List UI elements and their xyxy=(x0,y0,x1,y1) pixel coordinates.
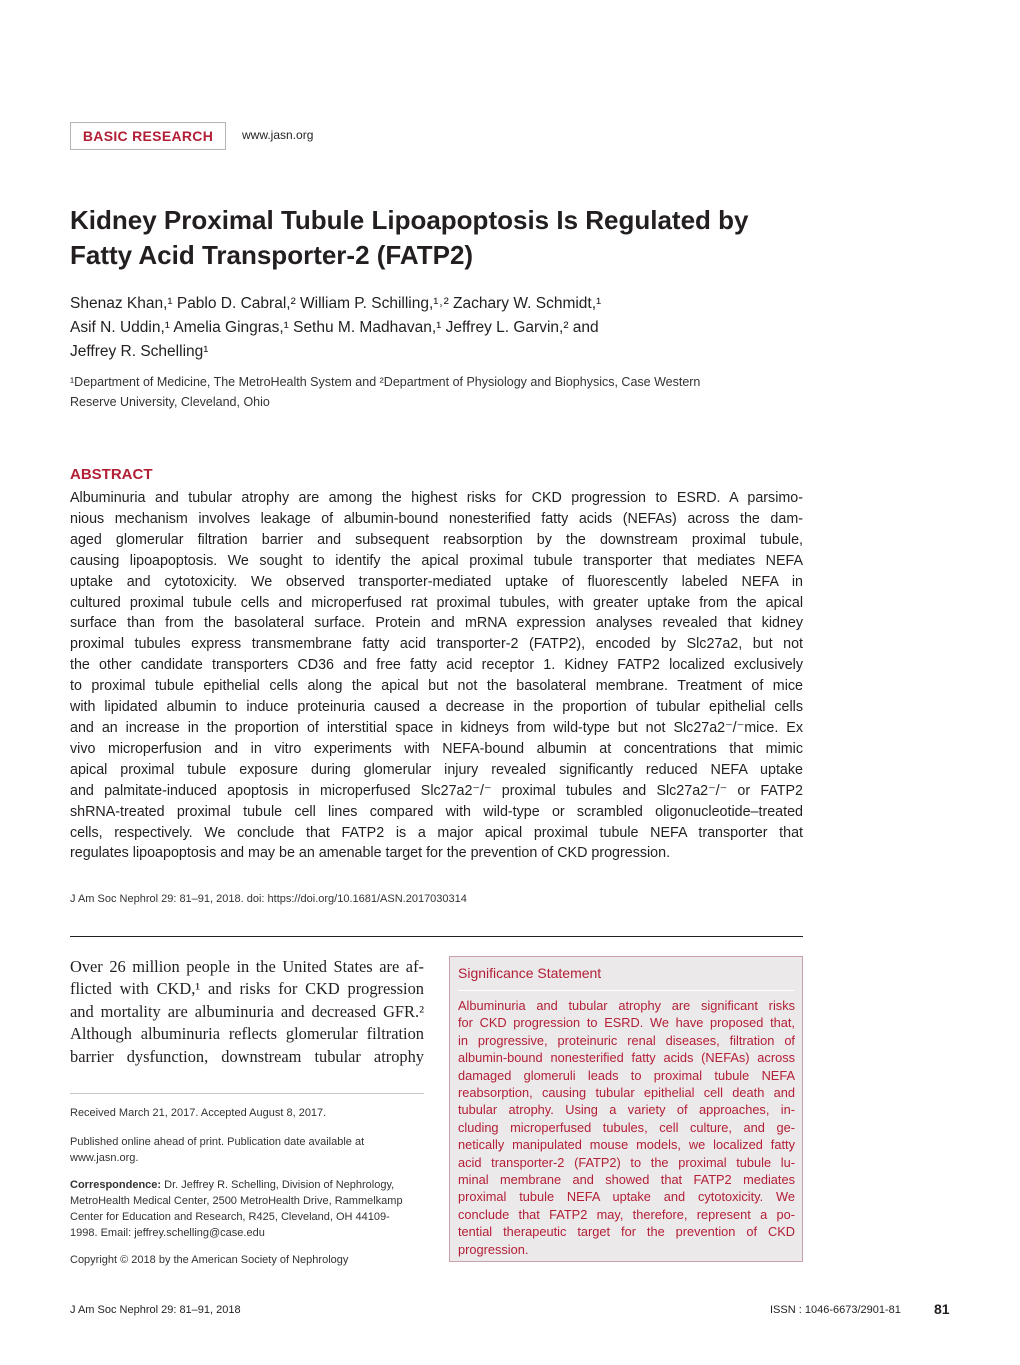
article-title xyxy=(70,203,830,273)
significance-line: for CKD progression to ESRD. We have proposed that, xyxy=(458,1015,795,1031)
footer-issn: ISSN : 1046-6673/2901-81 xyxy=(770,1304,901,1316)
significance-line: minal membrane and showed that FATP2 mediates xyxy=(458,1172,795,1188)
journal-website-link[interactable]: www.jasn.org xyxy=(242,128,314,142)
abstract-body xyxy=(70,488,803,864)
abstract-line: and an increase in the proportion of interstitial space in kidneys from wild-type but not Slc27a2⁻/⁻mice. Ex xyxy=(70,719,803,736)
significance-line: cluding microperfused tubules, cell culture, and ge- xyxy=(458,1119,795,1135)
published-line-2: www.jasn.org. xyxy=(70,1152,139,1164)
title-line-1: Kidney Proximal Tubule Lipoapoptosis Is Regulated by xyxy=(70,205,749,235)
significance-divider xyxy=(458,990,794,991)
section-divider xyxy=(70,936,803,937)
correspondence-label: Correspondence: xyxy=(70,1179,162,1191)
abstract-line: apical proximal tubule exposure during glomerular injury revealed significantly reduced NEFA uptake xyxy=(70,761,803,778)
affiliation-line-2: Reserve University, Cleveland, Ohio xyxy=(70,395,270,409)
abstract-line: to proximal tubule epithelial cells along the apical but not the basolateral membrane. Treatment of mice xyxy=(70,678,803,695)
abstract-line: surface than from the basolateral surface. Protein and mRNA expression analyses revealed that kidney xyxy=(70,615,803,632)
affiliation-line-1: ¹Department of Medicine, The MetroHealth System and ²Department of Physiology and Biophysics, Case Western xyxy=(70,375,701,389)
significance-line: albumin-bound nonesterified fatty acids (NEFAs) across xyxy=(458,1050,795,1066)
citation: J Am Soc Nephrol 29: 81–91, 2018. doi: https://doi.org/10.1681/ASN.2017030314 xyxy=(70,893,467,905)
body-line: and mortality are albuminuria and decreased GFR.² xyxy=(70,1001,424,1021)
title-line-2: Fatty Acid Transporter-2 (FATP2) xyxy=(70,240,474,270)
body-text xyxy=(70,956,424,1068)
significance-line: Albuminuria and tubular atrophy are significant risks xyxy=(458,998,795,1013)
abstract-line: causing lipoapoptosis. We sought to identify the apical proximal tubule transporter that mediates NEFA xyxy=(70,552,803,569)
section-badge: BASIC RESEARCH xyxy=(70,122,226,150)
significance-text xyxy=(458,997,795,1258)
correspondence-line-1 xyxy=(70,1177,424,1193)
abstract-line: cultured proximal tubule cells and microperfused rat proximal tubules, with greater uptake from the apical xyxy=(70,594,803,611)
significance-line: damaged glomeruli leads to proximal tubule NEFA xyxy=(458,1067,795,1083)
significance-line: conclude that FATP2 may, therefore, represent a po- xyxy=(458,1206,795,1222)
correspondence-line-2: MetroHealth Medical Center, 2500 MetroHealth Drive, Rammelkamp xyxy=(70,1195,403,1207)
abstract-line: and palmitate-induced apoptosis in microperfused Slc27a2⁻/⁻ proximal tubules and Slc27a2⁻/⁻ or FATP2 xyxy=(70,782,803,799)
body-line: flicted with CKD,¹ and risks for CKD progression xyxy=(70,979,424,999)
abstract-line: uptake and cytotoxicity. We observed transporter-mediated uptake of fluorescently labeled NEFA in xyxy=(70,573,803,590)
authors-line-2: Asif N. Uddin,¹ Amelia Gingras,¹ Sethu M. Madhavan,¹ Jeffrey L. Garvin,² and xyxy=(70,319,599,336)
copyright: Copyright © 2018 by the American Society of Nephrology xyxy=(70,1254,349,1266)
abstract-line: regulates lipoapoptosis and may be an amenable target for the prevention of CKD progression. xyxy=(70,845,671,862)
abstract-line: aged glomerular filtration barrier and subsequent reabsorption by the downstream proximal tubule, xyxy=(70,531,803,548)
body-line: Although albuminuria reflects glomerular filtration xyxy=(70,1024,424,1044)
significance-line: acid transporter-2 (FATP2) to the proximal tubule lu- xyxy=(458,1154,795,1170)
significance-line: proximal tubule NEFA uptake and cytotoxicity. We xyxy=(458,1189,795,1205)
published-note xyxy=(70,1134,424,1166)
abstract-line: nious mechanism involves leakage of albumin-bound nonesterified fatty acids (NEFAs) across the dam- xyxy=(70,510,803,527)
authors-line-1: Shenaz Khan,¹ Pablo D. Cabral,² William P. Schilling,¹˒² Zachary W. Schmidt,¹ xyxy=(70,295,602,312)
abstract-line: Albuminuria and tubular atrophy are among the highest risks for CKD progression to ESRD. A parsimo- xyxy=(70,490,803,506)
body-line: Over 26 million people in the United States are af- xyxy=(70,957,424,976)
significance-line: tential therapeutic target for the prevention of CKD xyxy=(458,1224,795,1240)
body-line: barrier dysfunction, downstream tubular atrophy xyxy=(70,1046,424,1066)
abstract-line: the other candidate transporters CD36 and free fatty acid receptor 1. Kidney FATP2 localized exclusively xyxy=(70,657,803,674)
abstract-line: vivo microperfusion and in vitro experiments with NEFA-bound albumin at concentrations that mimic xyxy=(70,740,803,757)
abstract-line: shRNA-treated proximal tubule cell lines compared with wild-type or scrambled oligonucleotide–treated xyxy=(70,803,803,820)
significance-line: reabsorption, causing tubular epithelial cell death and xyxy=(458,1085,795,1101)
correspondence-text: Dr. Jeffrey R. Schelling, Division of Nephrology, xyxy=(161,1179,395,1191)
page-number: 81 xyxy=(934,1301,950,1317)
correspondence-line-3: Center for Education and Research, R425, Cleveland, OH 44109- xyxy=(70,1211,390,1223)
published-line-1: Published online ahead of print. Publication date available at xyxy=(70,1136,365,1148)
notes-divider xyxy=(70,1093,424,1094)
abstract-line: proximal tubules express transmembrane fatty acid transporter-2 (FATP2), encoded by Slc27a2, but not xyxy=(70,636,803,653)
correspondence-line-4: 1998. Email: jeffrey.schelling@case.edu xyxy=(70,1227,265,1239)
significance-heading: Significance Statement xyxy=(458,965,602,981)
received-note: Received March 21, 2017. Accepted August 8, 2017. xyxy=(70,1107,327,1119)
significance-line: progression. xyxy=(458,1241,529,1257)
correspondence-note xyxy=(70,1177,424,1241)
abstract-heading: ABSTRACT xyxy=(70,466,153,483)
authors-line-3: Jeffrey R. Schelling¹ xyxy=(70,343,209,360)
footer-journal: J Am Soc Nephrol 29: 81–91, 2018 xyxy=(70,1304,241,1316)
abstract-line: with lipidated albumin to induce proteinuria caused a decrease in the proportion of tubular epithelial cells xyxy=(70,699,803,716)
author-list xyxy=(70,292,770,364)
significance-line: in progressive, proteinuric renal diseases, filtration of xyxy=(458,1032,795,1048)
affiliations xyxy=(70,372,810,412)
abstract-line: cells, respectively. We conclude that FATP2 is a major apical proximal tubule NEFA transporter that xyxy=(70,824,803,841)
significance-line: netically manipulated mouse models, we localized fatty xyxy=(458,1137,795,1153)
significance-line: tubular atrophy. Using a variety of approaches, in- xyxy=(458,1102,795,1118)
